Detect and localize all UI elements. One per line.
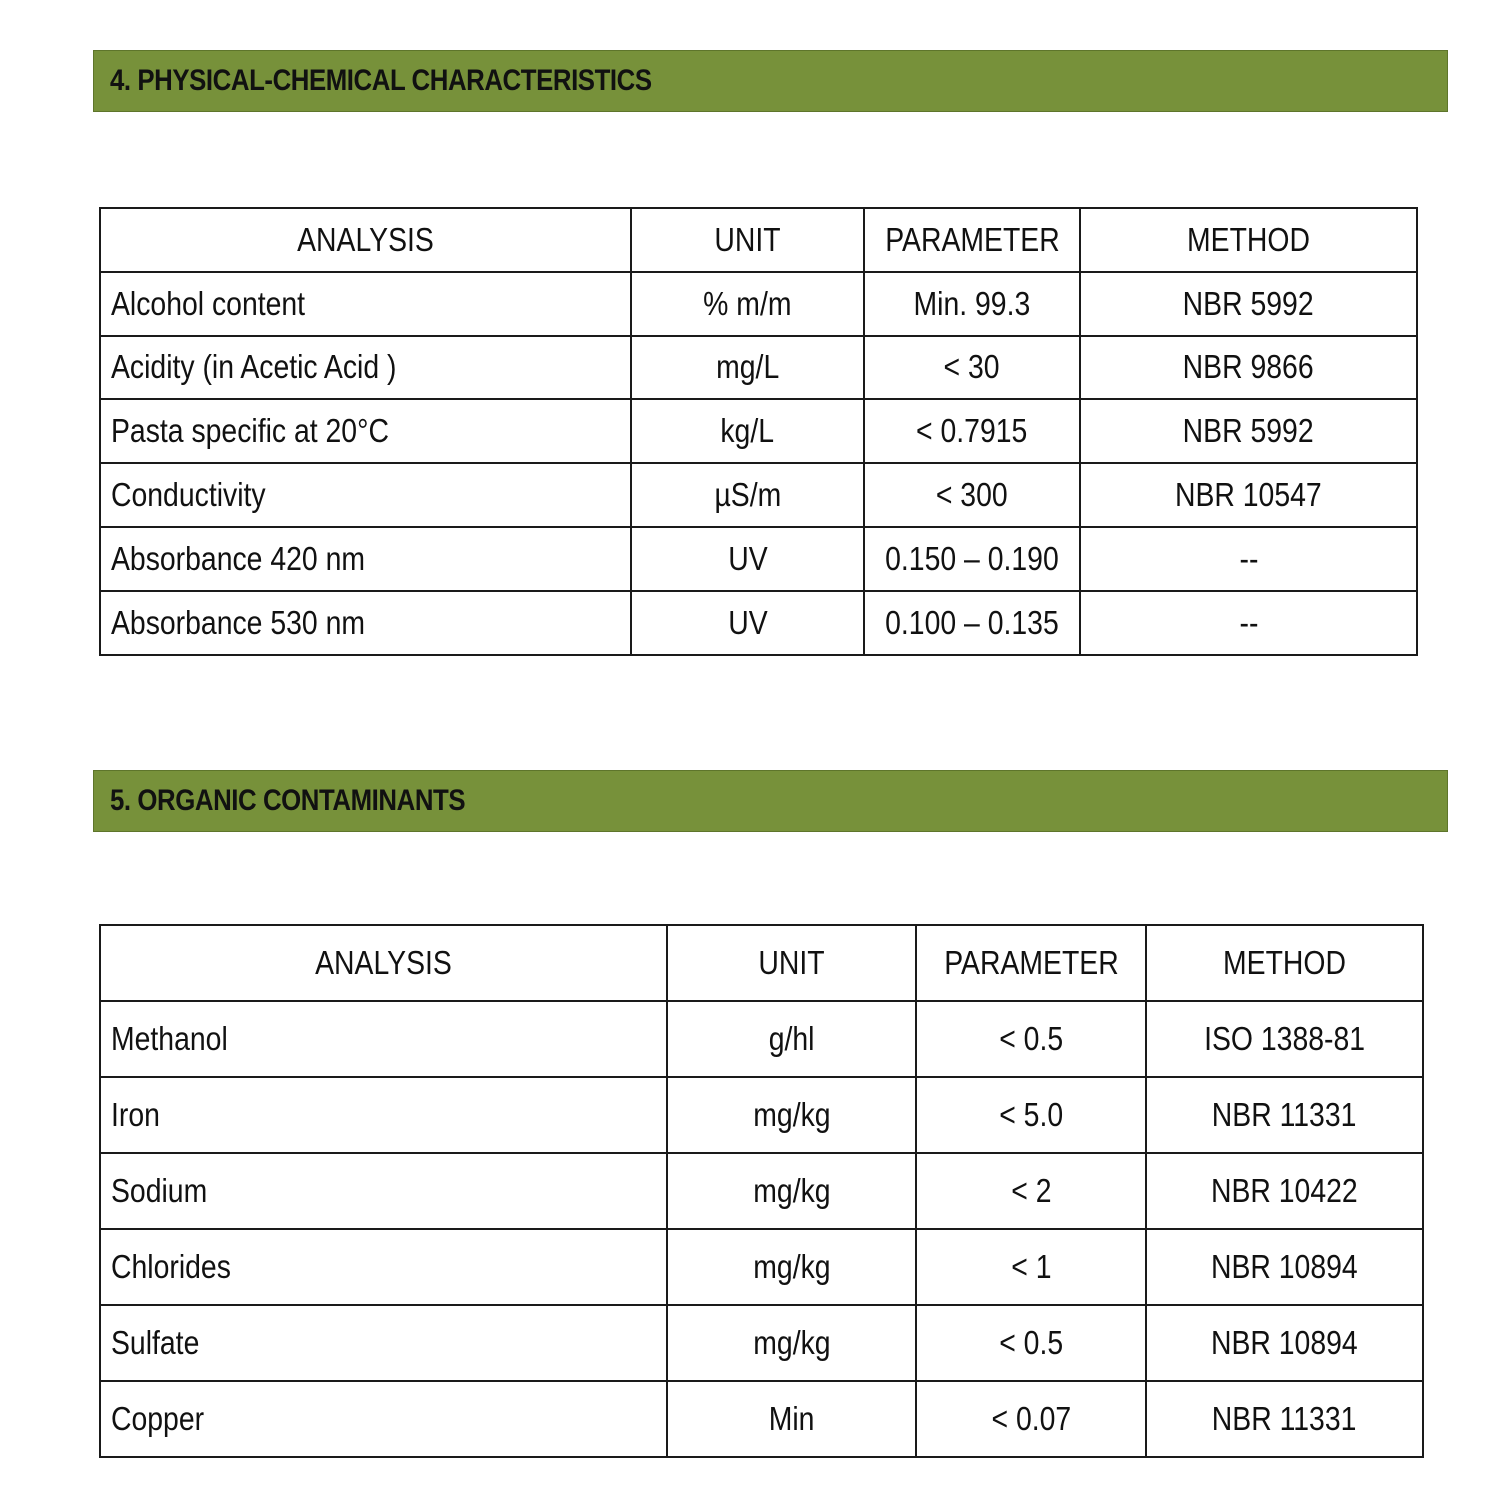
parameter-cell: 0.150 – 0.190 (864, 527, 1080, 591)
parameter-cell: < 0.07 (916, 1381, 1146, 1457)
table-row (100, 336, 1417, 400)
parameter-cell: < 300 (864, 463, 1080, 527)
unit-cell: g/hl (667, 1001, 916, 1077)
parameter-cell: < 2 (916, 1153, 1146, 1229)
unit-cell: mg/kg (667, 1229, 916, 1305)
parameter-cell: 0.100 – 0.135 (864, 591, 1080, 655)
table-header-row (100, 208, 1417, 272)
analysis-cell: Absorbance 530 nm (100, 591, 631, 655)
unit-cell: mg/L (631, 336, 864, 400)
analysis-cell: Copper (100, 1381, 667, 1457)
column-header-parameter: PARAMETER (916, 925, 1146, 1001)
section-title: 4. PHYSICAL-CHEMICAL CHARACTERISTICS (110, 64, 652, 97)
table-row (100, 1305, 1423, 1381)
method-cell: NBR 5992 (1080, 399, 1417, 463)
analysis-cell: Sulfate (100, 1305, 667, 1381)
column-header-analysis: ANALYSIS (100, 208, 631, 272)
organic-contaminants-table (99, 924, 1424, 1458)
unit-cell: µS/m (631, 463, 864, 527)
unit-cell: mg/kg (667, 1305, 916, 1381)
analysis-cell: Acidity (in Acetic Acid ) (100, 336, 631, 400)
analysis-cell: Pasta specific at 20°C (100, 399, 631, 463)
analysis-cell: Methanol (100, 1001, 667, 1077)
method-cell: NBR 10894 (1146, 1305, 1423, 1381)
method-cell: NBR 5992 (1080, 272, 1417, 336)
column-header-method: METHOD (1146, 925, 1423, 1001)
method-cell: NBR 11331 (1146, 1381, 1423, 1457)
method-cell: NBR 10422 (1146, 1153, 1423, 1229)
table-row (100, 1001, 1423, 1077)
analysis-cell: Absorbance 420 nm (100, 527, 631, 591)
physical-chemical-table (99, 207, 1418, 656)
method-cell: -- (1080, 527, 1417, 591)
parameter-cell: < 0.5 (916, 1001, 1146, 1077)
table-row (100, 272, 1417, 336)
parameter-cell: < 0.7915 (864, 399, 1080, 463)
table-row (100, 1229, 1423, 1305)
table-row (100, 1153, 1423, 1229)
unit-cell: UV (631, 591, 864, 655)
parameter-cell: < 5.0 (916, 1077, 1146, 1153)
analysis-cell: Sodium (100, 1153, 667, 1229)
method-cell: NBR 11331 (1146, 1077, 1423, 1153)
unit-cell: mg/kg (667, 1153, 916, 1229)
method-cell: NBR 10547 (1080, 463, 1417, 527)
method-cell: -- (1080, 591, 1417, 655)
column-header-analysis: ANALYSIS (100, 925, 667, 1001)
table-row (100, 591, 1417, 655)
analysis-cell: Iron (100, 1077, 667, 1153)
analysis-cell: Conductivity (100, 463, 631, 527)
column-header-parameter: PARAMETER (864, 208, 1080, 272)
parameter-cell: < 1 (916, 1229, 1146, 1305)
parameter-cell: < 0.5 (916, 1305, 1146, 1381)
table-row (100, 399, 1417, 463)
column-header-unit: UNIT (631, 208, 864, 272)
unit-cell: % m/m (631, 272, 864, 336)
table-row (100, 1077, 1423, 1153)
unit-cell: Min (667, 1381, 916, 1457)
section-header-physical-chemical (93, 50, 1448, 112)
unit-cell: kg/L (631, 399, 864, 463)
section-header-organic-contaminants (93, 770, 1448, 832)
column-header-unit: UNIT (667, 925, 916, 1001)
table-row (100, 463, 1417, 527)
unit-cell: mg/kg (667, 1077, 916, 1153)
method-cell: NBR 9866 (1080, 336, 1417, 400)
table-header-row (100, 925, 1423, 1001)
table-row (100, 1381, 1423, 1457)
method-cell: NBR 10894 (1146, 1229, 1423, 1305)
parameter-cell: Min. 99.3 (864, 272, 1080, 336)
method-cell: ISO 1388-81 (1146, 1001, 1423, 1077)
section-title: 5. ORGANIC CONTAMINANTS (110, 784, 466, 817)
column-header-method: METHOD (1080, 208, 1417, 272)
analysis-cell: Chlorides (100, 1229, 667, 1305)
unit-cell: UV (631, 527, 864, 591)
parameter-cell: < 30 (864, 336, 1080, 400)
analysis-cell: Alcohol content (100, 272, 631, 336)
table-row (100, 527, 1417, 591)
